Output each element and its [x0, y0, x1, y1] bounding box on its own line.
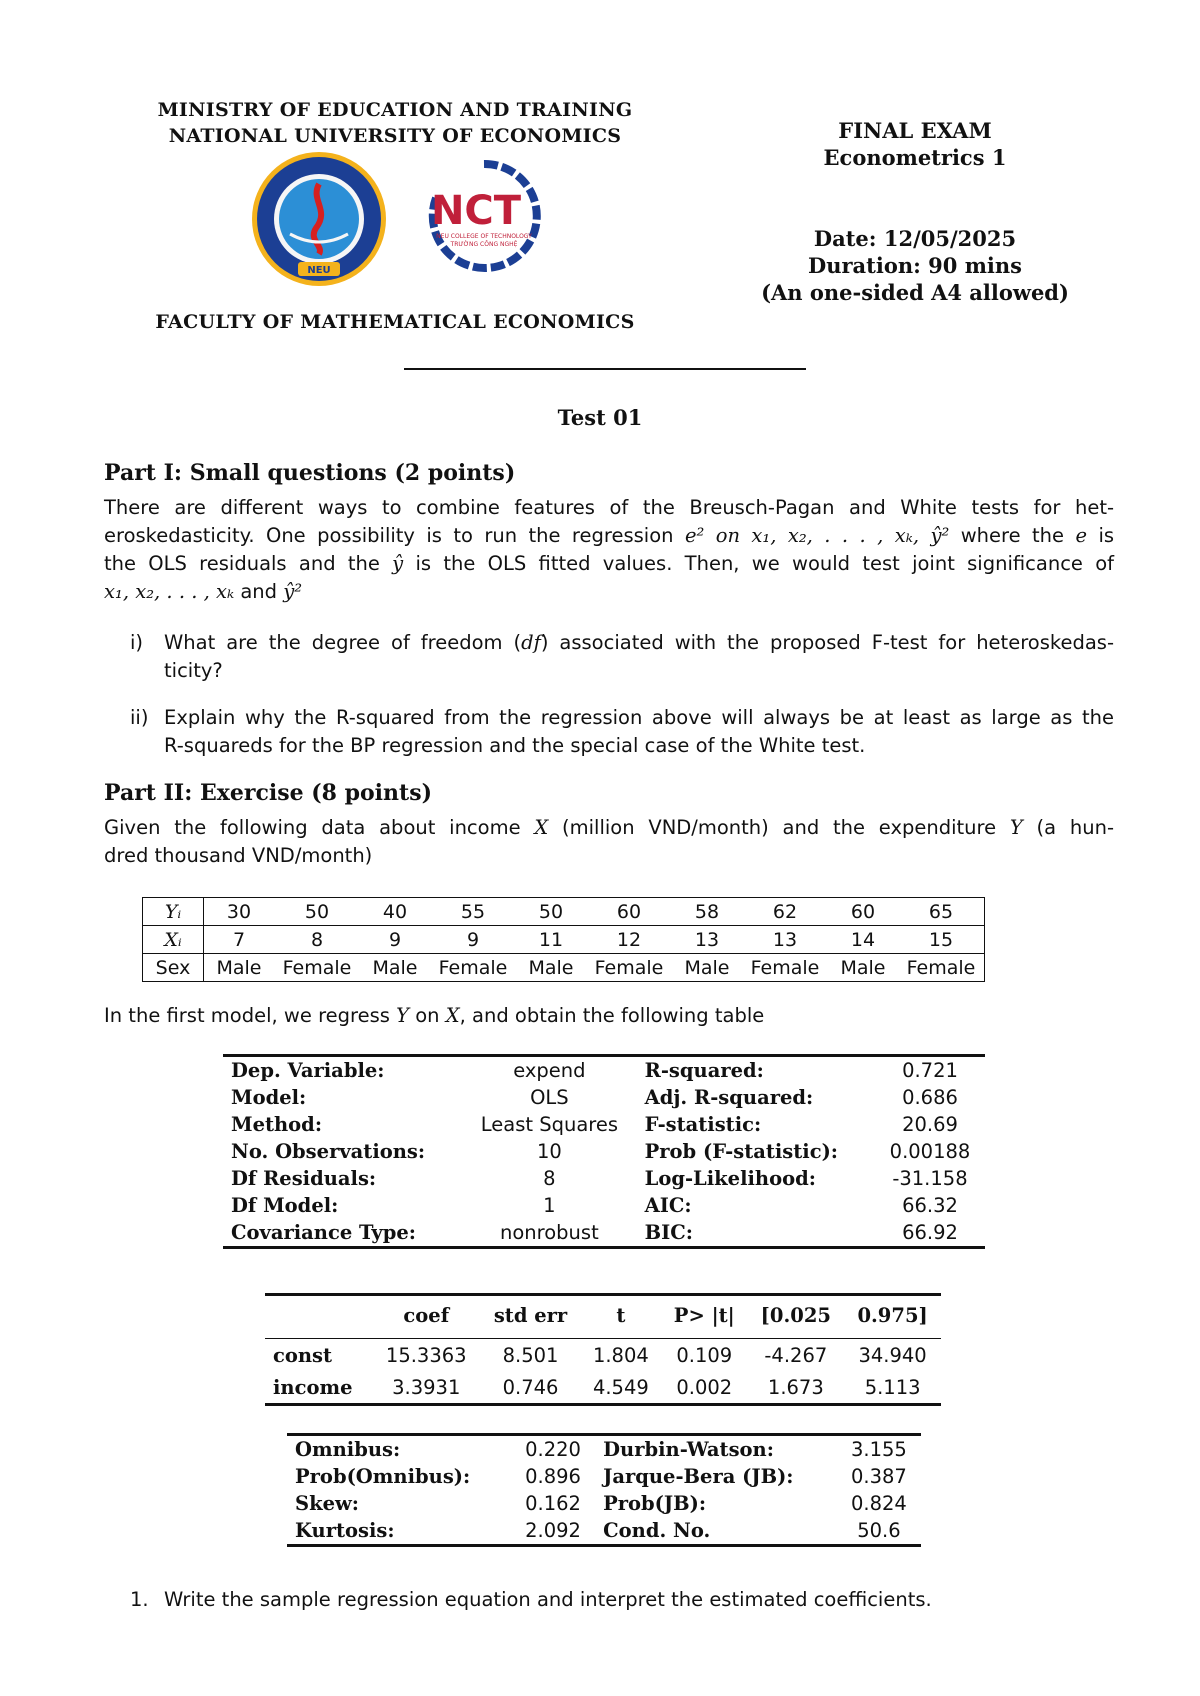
svg-text:TRƯỜNG CÔNG NGHỆ: TRƯỜNG CÔNG NGHỆ	[450, 241, 518, 248]
exam-info	[745, 117, 1085, 306]
course-name: Econometrics 1	[823, 145, 1007, 170]
coefficients-table	[265, 1293, 941, 1406]
summary-row: Df Model: 1 AIC: 66.32	[231, 1194, 958, 1217]
row-label-sex: Sex	[143, 954, 204, 982]
exam-allowed: (An one-sided A4 allowed)	[761, 280, 1069, 305]
faculty-name: FACULTY OF MATHEMATICAL ECONOMICS	[155, 311, 635, 333]
model-intro: In the first model, we regress Y on X, and obtain the following table	[104, 1004, 765, 1027]
row-label-x: Xᵢ	[143, 926, 204, 954]
summary-row: Df Residuals: 8 Log-Likelihood: -31.158	[231, 1167, 968, 1190]
part1-question-ii: ii) Explain why the R-squared from the regression above will always be at least as large as the R-squareds for the BP regression and the special case of the White test.	[130, 706, 1114, 757]
diagnostics-table	[287, 1433, 921, 1547]
ministry-name: MINISTRY OF EDUCATION AND TRAINING	[157, 99, 633, 121]
summary-row: No. Observations: 10 Prob (F-statistic): 0.00188	[231, 1140, 971, 1163]
exam-date: Date: 12/05/2025	[813, 226, 1017, 251]
svg-text:NCT: NCT	[430, 188, 522, 234]
coef-row-const: const 15.3363 8.501 1.804 0.109 -4.267 34.940	[273, 1343, 927, 1367]
svg-text:NEU COLLEGE OF TECHNOLOGY: NEU COLLEGE OF TECHNOLOGY	[436, 233, 532, 240]
table-row: Xᵢ 7 8 9 9 11 12 13 13 14 15	[143, 926, 985, 954]
coef-row-income: income 3.3931 0.746 4.549 0.002 1.673 5.113	[265, 1371, 941, 1405]
header-divider	[404, 368, 806, 370]
summary-row: Covariance Type: nonrobust BIC: 66.92	[223, 1219, 985, 1248]
part2-question-1: 1. Write the sample regression equation and interpret the estimated coefficients.	[130, 1588, 932, 1611]
part1-intro: There are different ways to combine features of the Breusch-Pagan and White tests for het- eroskedasticity. One possibility is to run the regression e² on x₁, x₂, . . . , xₖ, ŷ² where the e is the OLS residuals and the ŷ is the OLS fitted values. Then, we would test joint significance of x₁, x₂, . . . , xₖ and ŷ²	[104, 496, 1115, 603]
neu-logo	[250, 150, 388, 288]
part1-question-i: i) What are the degree of freedom (df) associated with the proposed F-test for heteroskedas- ticity?	[130, 631, 1114, 682]
ols-summary-table	[223, 1054, 985, 1249]
diagnostics-row: Kurtosis: 2.092 Cond. No. 50.6	[287, 1517, 921, 1546]
data-table	[142, 897, 985, 982]
summary-row: Method: Least Squares F-statistic: 20.69	[231, 1113, 958, 1136]
table-row: Sex Male Female Male Female Male Female Male Female Male Female	[143, 954, 985, 982]
exam-duration: Duration: 90 mins	[808, 253, 1022, 278]
row-label-y: Yᵢ	[143, 898, 204, 926]
nct-logo	[414, 158, 554, 278]
svg-text:NEU: NEU	[307, 265, 331, 276]
diagnostics-row: Skew: 0.162 Prob(JB): 0.824	[295, 1492, 907, 1515]
table-row: Yᵢ 30 50 40 55 50 60 58 62 60 65	[143, 898, 985, 926]
diagnostics-row: Prob(Omnibus): 0.896 Jarque-Bera (JB): 0.387	[295, 1465, 907, 1488]
university-name: NATIONAL UNIVERSITY OF ECONOMICS	[168, 125, 622, 147]
part2-intro: Given the following data about income X (million VND/month) and the expenditure Y (a hun- dred thousand VND/month)	[104, 816, 1114, 867]
test-title: Test 01	[557, 405, 643, 430]
diagnostics-row: Omnibus: 0.220 Durbin-Watson: 3.155	[287, 1435, 921, 1464]
institution-header	[100, 97, 690, 149]
summary-row: Dep. Variable: expend R-squared: 0.721	[223, 1056, 985, 1085]
coef-header-row: coef std err t P> |t| [0.025 0.975]	[265, 1295, 941, 1335]
part2-heading: Part II: Exercise (8 points)	[104, 780, 432, 806]
summary-row: Model: OLS Adj. R-squared: 0.686	[231, 1086, 958, 1109]
exam-title: FINAL EXAM	[838, 118, 992, 143]
part1-heading: Part I: Small questions (2 points)	[104, 460, 516, 486]
